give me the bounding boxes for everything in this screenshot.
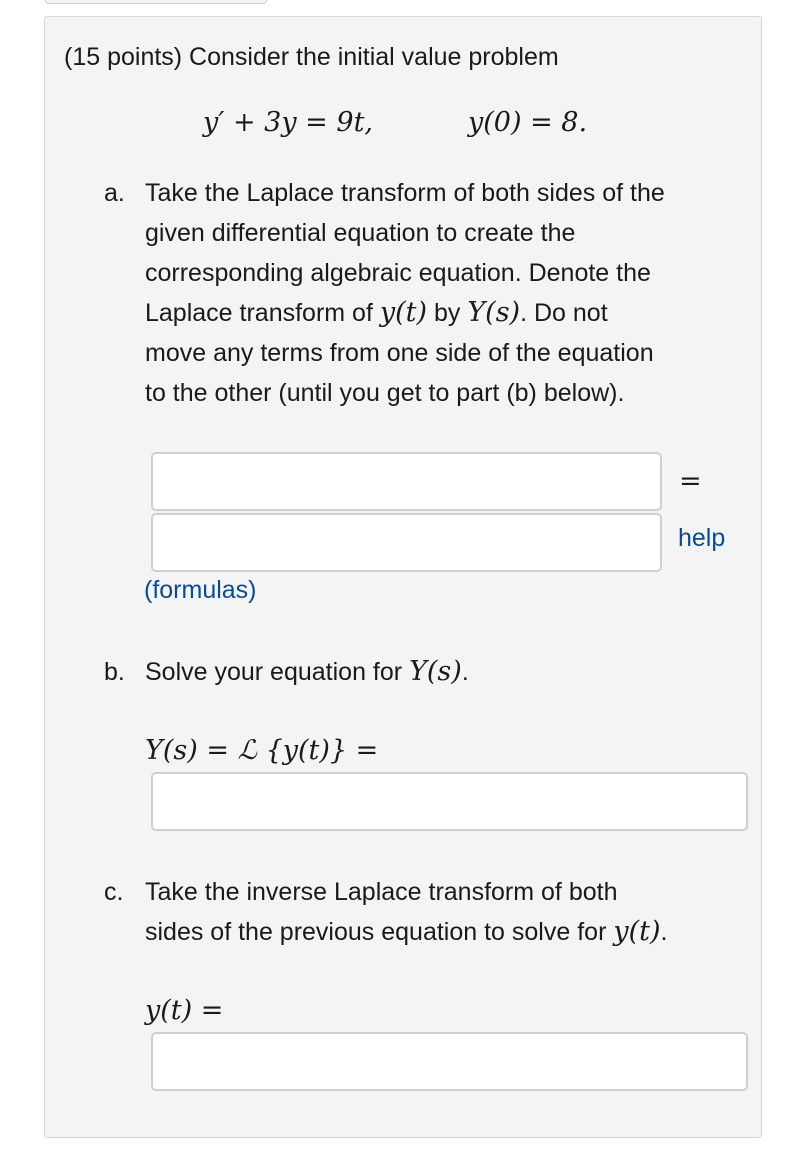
part-a-line-4 <box>145 293 608 333</box>
part-c-equation-label: y(t) = <box>145 995 224 1026</box>
part-c-y-of-t: y(t) <box>613 916 661 947</box>
part-a-line-5: move any terms from one side of the equation <box>145 339 654 367</box>
part-a-by: by <box>433 299 461 327</box>
part-c-instruction: sides of the previous equation to solve for <box>145 918 607 946</box>
part-b-text <box>145 652 469 692</box>
part-a-lhs-input[interactable] <box>151 452 662 511</box>
part-a-rhs-input[interactable] <box>151 513 662 572</box>
part-b-marker: b. <box>104 658 125 686</box>
part-a-marker: a. <box>104 179 125 207</box>
ivp-initial-condition: y(0) = 8. <box>468 107 588 138</box>
ivp-equation: y′ + 3y = 9t, <box>203 107 374 138</box>
part-a-line-3: corresponding algebraic equation. Denote the <box>145 259 651 287</box>
formulas-link[interactable]: (formulas) <box>144 576 257 604</box>
problem-intro: (15 points) Consider the initial value problem <box>64 43 559 71</box>
part-c-answer-input[interactable] <box>151 1032 748 1091</box>
previous-tab <box>45 0 267 4</box>
help-link[interactable]: help <box>678 524 726 552</box>
part-c-period: . <box>660 918 668 946</box>
part-a-Y-of-s: Y(s) <box>467 297 521 328</box>
part-a-y-of-t: y(t) <box>379 297 428 328</box>
part-a-equals-sign: = <box>679 466 702 497</box>
part-b-answer-input[interactable] <box>151 772 748 831</box>
part-b-Y-of-s: Y(s) <box>409 656 462 687</box>
part-a-line-4-suffix: . Do not <box>520 299 608 327</box>
part-a-line-1: Take the Laplace transform of both sides of the <box>145 179 665 207</box>
part-b-equation-label: Y(s) = ℒ {y(t)} = <box>145 735 379 766</box>
part-a-line-6: to the other (until you get to part (b) below). <box>145 379 625 407</box>
part-c-line-2 <box>145 912 667 952</box>
part-c-line-1: Take the inverse Laplace transform of both <box>145 878 618 906</box>
part-b-instruction: Solve your equation for <box>145 658 403 686</box>
part-c-marker: c. <box>104 878 124 906</box>
part-a-line-2: given differential equation to create the <box>145 219 576 247</box>
part-a-line-4-prefix: Laplace transform of <box>145 299 373 327</box>
part-b-period: . <box>461 658 469 686</box>
